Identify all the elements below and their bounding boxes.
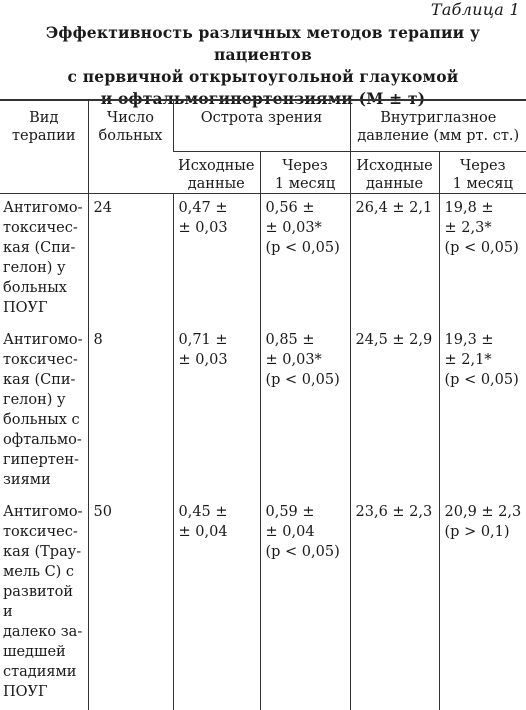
header-therapy-type: Вид терапии [0,100,88,194]
cell-va-after: 0,56 ± ± 0,03* (p < 0,05) [260,194,350,327]
cell-therapy: Антигомо- токсичес- кая (Спи- гелон) у больных ПОУГ [3,200,83,316]
table-row [0,498,526,710]
cell-va-after: 0,59 ± ± 0,04 (p < 0,05) [260,498,350,710]
header-iop-after: Через 1 месяц [439,152,526,194]
table-label: Таблица 1 [430,0,520,19]
header-visual-acuity: Острота зрения [173,100,350,152]
cell-count: 24 [88,194,173,327]
table-title [0,22,526,110]
title-line-2: с первичной открытоугольной глаукомой [67,67,459,86]
cell-iop-initial: 23,6 ± 2,3 [350,498,439,710]
cell-iop-initial: 26,4 ± 2,1 [350,194,439,327]
header-va-after: Через 1 месяц [260,152,350,194]
header-intraocular-pressure: Внутриглазное давление (мм рт. ст.) [350,100,526,152]
table-row [0,194,526,327]
cell-iop-after: 20,9 ± 2,3 (p > 0,1) [439,498,526,710]
cell-iop-after: 19,8 ± ± 2,3* (p < 0,05) [439,194,526,327]
cell-va-initial: 0,45 ± ± 0,04 [173,498,260,710]
header-patient-count: Число больных [88,100,173,194]
cell-therapy: Антигомо- токсичес- кая (Спи- гелон) у больных с офтальмо- гипертен- зиями [3,332,83,488]
title-line-3: и офтальмогипертензиями (M ± т) [100,89,426,108]
header-iop-initial: Исходные данные [350,152,439,194]
header-va-initial: Исходные данные [173,152,260,194]
table-row [0,326,526,498]
cell-count: 8 [88,326,173,498]
cell-va-initial: 0,47 ± ± 0,03 [173,194,260,327]
title-line-1: Эффективность различных методов терапии у пациентов [45,23,481,64]
therapy-efficacy-table [0,99,526,710]
cell-va-after: 0,85 ± ± 0,03* (p < 0,05) [260,326,350,498]
cell-count: 50 [88,498,173,710]
cell-iop-after: 19,3 ± ± 2,1* (p < 0,05) [439,326,526,498]
cell-va-initial: 0,71 ± ± 0,03 [173,326,260,498]
cell-iop-initial: 24,5 ± 2,9 [350,326,439,498]
cell-therapy: Антигомо- токсичес- кая (Трау- мель С) с развитой и далеко за- шедшей стадиями ПОУГ [3,504,83,700]
